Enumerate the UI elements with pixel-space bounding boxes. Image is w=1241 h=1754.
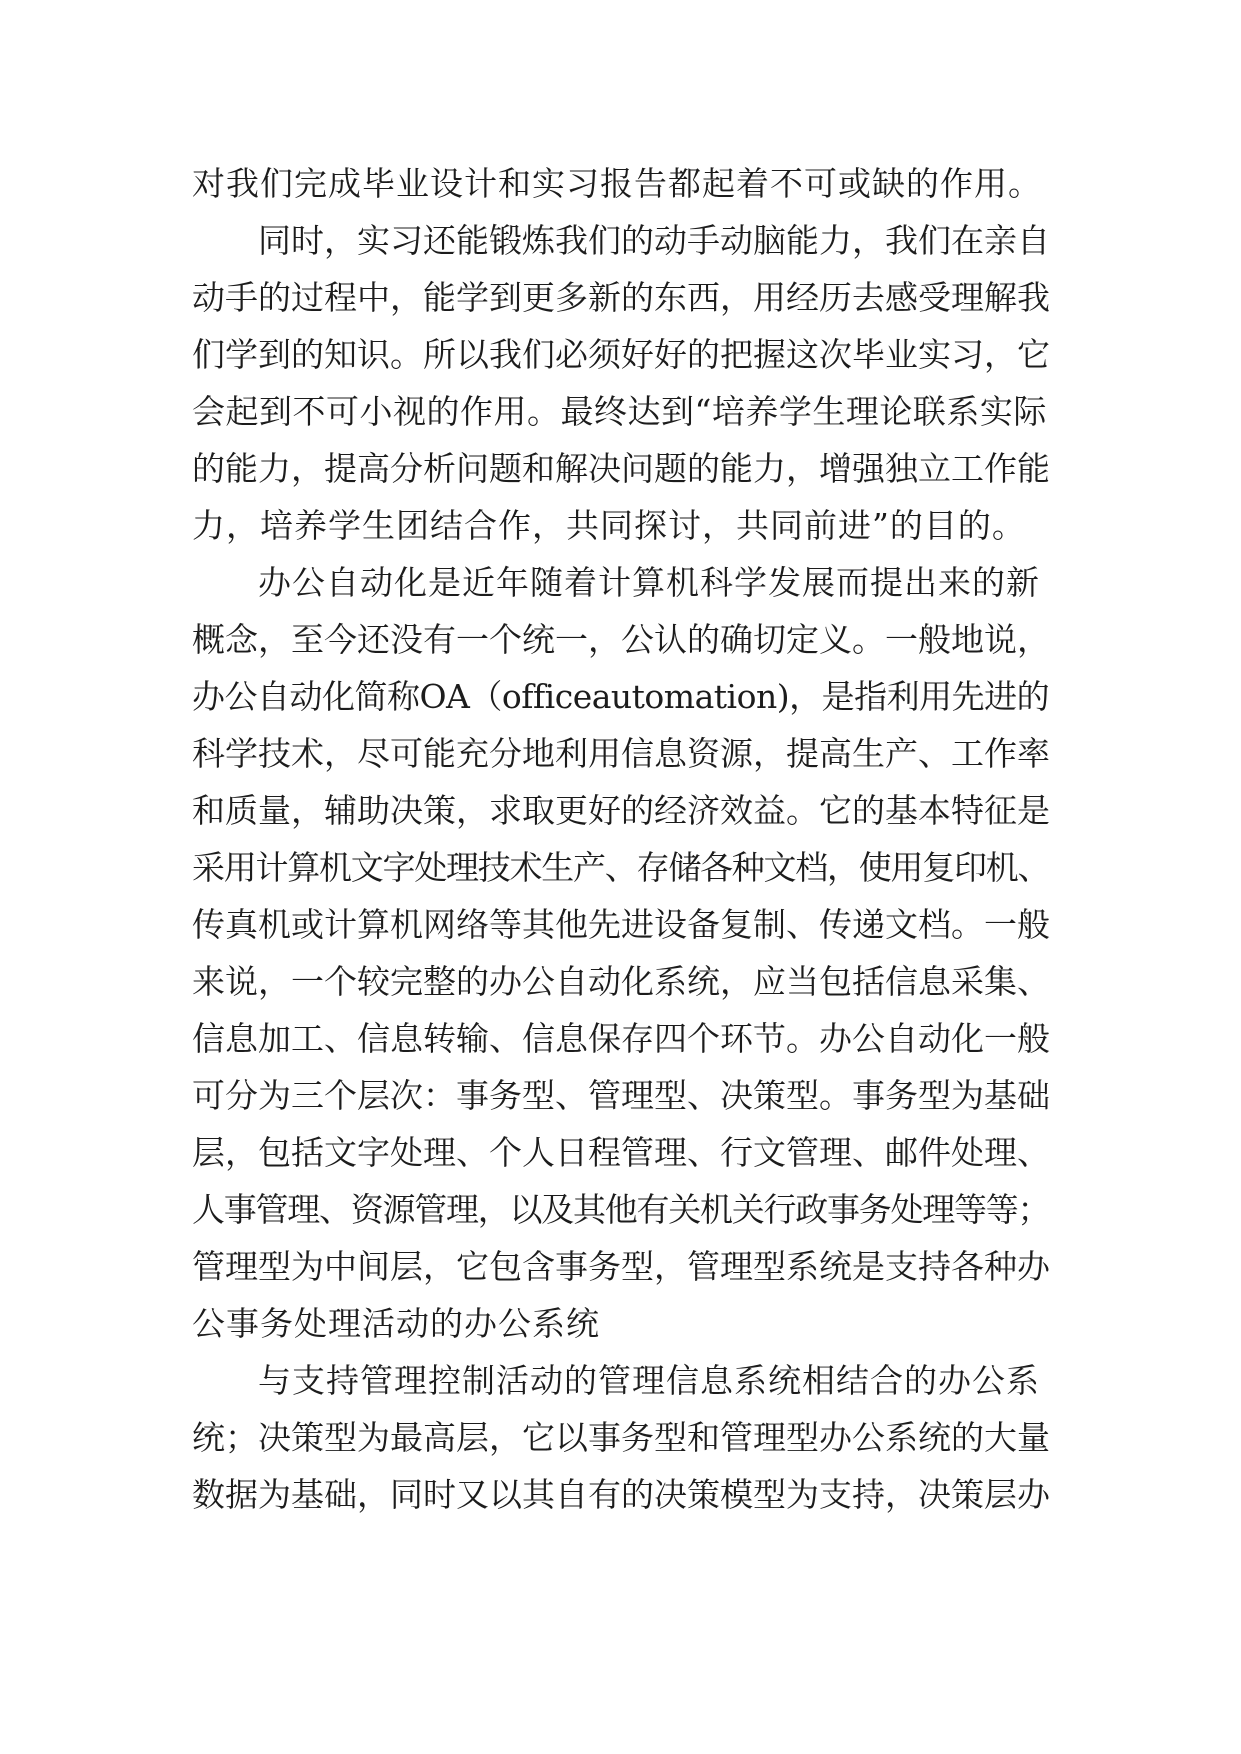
text-line: 传真机或计算机网络等其他先进设备复制、传递文档。一般 (192, 905, 1050, 944)
paragraph-start-line: 与支持管理控制活动的管理信息系统相结合的办公系 (258, 1361, 1040, 1400)
text-line: 数据为基础，同时又以其自有的决策模型为支持，决策层办 (192, 1475, 1050, 1514)
text-line: 会起到不可小视的作用。最终达到“培养学生理论联系实际 (192, 392, 1047, 431)
text-line: 层，包括文字处理、个人日程管理、行文管理、邮件处理、 (192, 1133, 1050, 1172)
text-line: 统；决策型为最高层，它以事务型和管理型办公系统的大量 (192, 1418, 1050, 1457)
text-line: 办公自动化简称OA（officeautomation)，是指利用先进的 (192, 677, 1050, 716)
paragraph-start-line: 办公自动化是近年随着计算机科学发展而提出来的新 (258, 563, 1040, 602)
text-line: 概念，至今还没有一个统一，公认的确切定义。一般地说， (192, 620, 1050, 659)
text-line: 对我们完成毕业设计和实习报告都起着不可或缺的作用。 (192, 164, 1042, 203)
text-line: 可分为三个层次：事务型、管理型、决策型。事务型为基础 (192, 1076, 1050, 1115)
text-line: 来说，一个较完整的办公自动化系统，应当包括信息采集、 (192, 962, 1050, 1001)
body-text (192, 155, 1052, 1523)
text-line: 的能力，提高分析问题和解决问题的能力，增强独立工作能 (192, 449, 1050, 488)
text-line: 和质量，辅助决策，求取更好的经济效益。它的基本特征是 (192, 791, 1050, 830)
text-line: 公事务处理活动的办公系统 (192, 1304, 600, 1343)
text-line: 信息加工、信息转输、信息保存四个环节。办公自动化一般 (192, 1019, 1050, 1058)
text-line: 们学到的知识。所以我们必须好好的把握这次毕业实习，它 (192, 335, 1050, 374)
text-line: 管理型为中间层，它包含事务型，管理型系统是支持各种办 (192, 1247, 1050, 1286)
text-line: 动手的过程中，能学到更多新的东西，用经历去感受理解我 (192, 278, 1050, 317)
text-line: 力，培养学生团结合作，共同探讨，共同前进”的目的。 (192, 506, 1026, 545)
paragraph-start-line: 同时，实习还能锻炼我们的动手动脑能力，我们在亲自 (258, 221, 1050, 260)
text-line: 采用计算机文字处理技术生产、存储各种文档，使用复印机、 (192, 848, 1050, 887)
text-line: 人事管理、资源管理，以及其他有关机关行政事务处理等等； (192, 1190, 1050, 1229)
text-line: 科学技术，尽可能充分地利用信息资源，提高生产、工作率 (192, 734, 1050, 773)
